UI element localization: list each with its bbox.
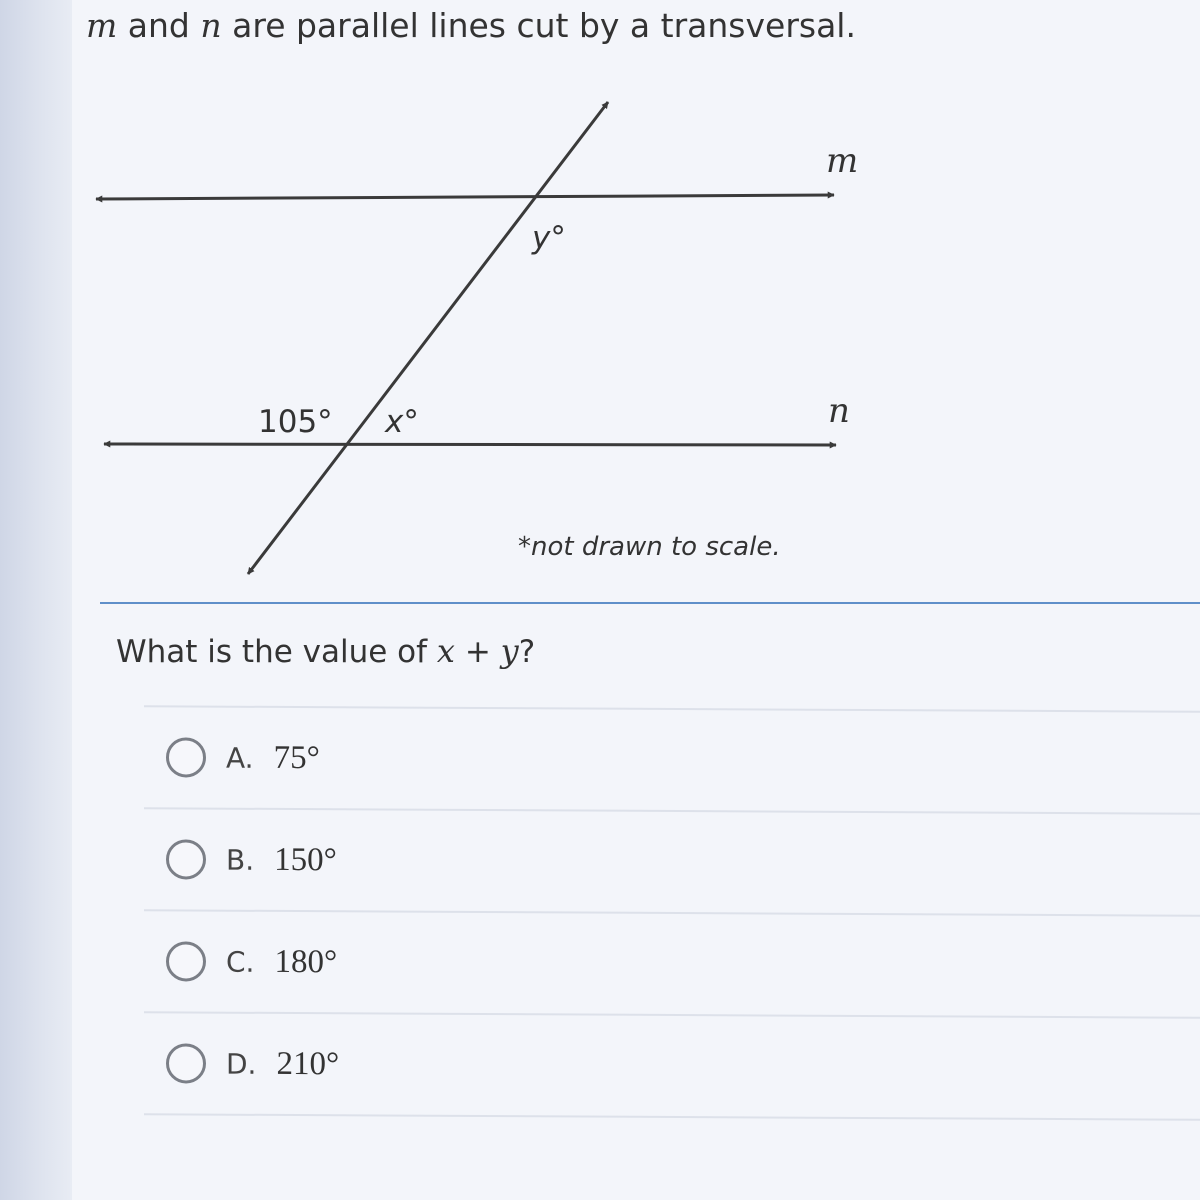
choice-a[interactable] xyxy=(144,707,1200,815)
choice-value: 210° xyxy=(276,1045,340,1082)
var-m: m xyxy=(86,6,118,45)
line-m xyxy=(96,195,834,199)
radio-button-c[interactable] xyxy=(166,941,206,981)
transversal-line xyxy=(248,102,608,574)
angle-label-y: y° xyxy=(532,220,566,256)
radio-button-d[interactable] xyxy=(166,1043,206,1083)
choice-value: 180° xyxy=(274,943,338,980)
var-n: n xyxy=(200,6,222,45)
choice-letter: D. xyxy=(226,1047,257,1081)
choice-value: 75° xyxy=(273,739,320,776)
var-y: y xyxy=(500,632,519,670)
angle-label-105: 105° xyxy=(258,404,333,440)
choice-value: 150° xyxy=(274,841,337,878)
angle-label-x: x° xyxy=(385,404,419,440)
scale-note: *not drawn to scale. xyxy=(518,532,781,562)
intro-rest: are parallel lines cut by a transversal. xyxy=(221,6,856,45)
choice-c[interactable] xyxy=(144,911,1200,1019)
radio-button-a[interactable] xyxy=(166,737,206,777)
radio-button-b[interactable] xyxy=(166,839,206,879)
answer-choices xyxy=(144,705,1200,1121)
question-suffix: ? xyxy=(518,634,536,670)
choice-letter: B. xyxy=(226,843,255,877)
line-n xyxy=(104,444,836,445)
question-text xyxy=(116,632,535,670)
label-n: n xyxy=(828,391,850,431)
choice-d[interactable] xyxy=(144,1013,1200,1121)
question-plus: + xyxy=(454,634,501,670)
label-m: m xyxy=(826,141,859,181)
var-x: x xyxy=(436,632,455,670)
choice-letter: C. xyxy=(226,945,255,979)
intro-and: and xyxy=(117,6,201,45)
choice-letter: A. xyxy=(226,741,254,775)
section-divider xyxy=(100,602,1200,604)
question-prefix: What is the value of xyxy=(116,634,437,670)
choice-b[interactable] xyxy=(144,809,1200,917)
